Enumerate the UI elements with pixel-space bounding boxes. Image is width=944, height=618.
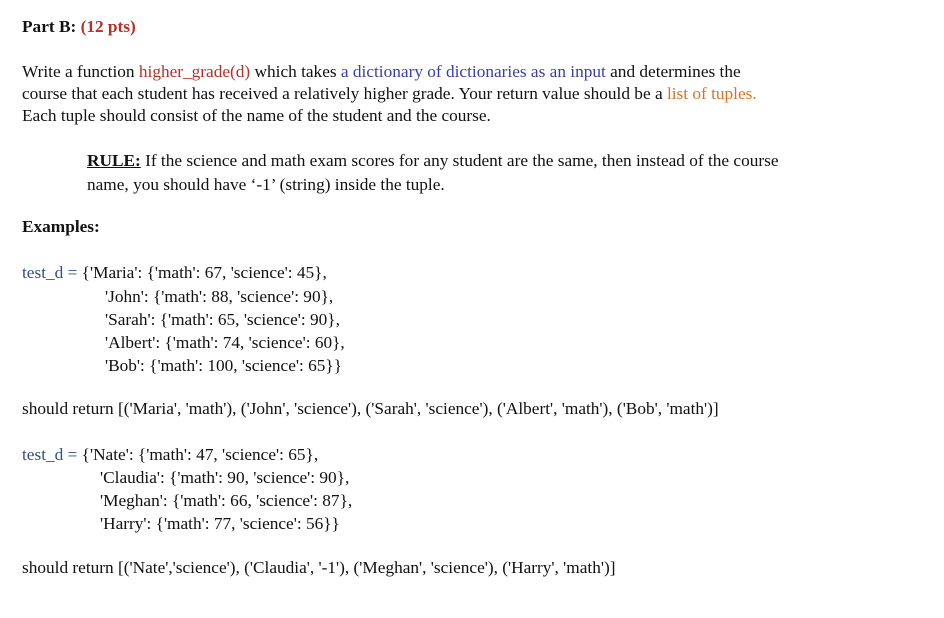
intro-line-2: course that each student has received a relatively higher grade. Your return value should be a list of tuples. xyxy=(22,84,757,103)
example2-prefix: test_d = xyxy=(22,445,82,464)
rule-line-2: name, you should have ‘-1’ (string) inside the tuple. xyxy=(87,175,445,194)
section-title xyxy=(22,16,136,38)
examples-heading: Examples: xyxy=(22,217,100,236)
example1-prefix: test_d = xyxy=(22,263,82,282)
intro-line-3: Each tuple should consist of the name of the student and the course. xyxy=(22,106,491,125)
example1-code-line-5: 'Bob': {'math': 100, 'science': 65}} xyxy=(105,356,342,375)
example2-code-line-3: 'Meghan': {'math': 66, 'science': 87}, xyxy=(100,491,353,510)
input-phrase: a dictionary of dictionaries as an input xyxy=(340,62,606,81)
return-type: list of tuples. xyxy=(666,84,757,103)
example1-code-line-2: 'John': {'math': 88, 'science': 90}, xyxy=(105,287,334,306)
rule-line-1: RULE: If the science and math exam scores for any student are the same, then instead of the course xyxy=(87,151,779,170)
rule-label: RULE: xyxy=(87,151,141,170)
example1-code-line-3: 'Sarah': {'math': 65, 'science': 90}, xyxy=(105,310,340,329)
example2-code-line-1: test_d = {'Nate': {'math': 47, 'science': 65}, xyxy=(22,445,319,464)
example1-result: should return [('Maria', 'math'), ('John', 'science'), ('Sarah', 'science'), ('Albert', 'math'), ('Bob', 'math')] xyxy=(22,399,719,418)
example1-code-line-4: 'Albert': {'math': 74, 'science': 60}, xyxy=(105,333,345,352)
example2-result: should return [('Nate','science'), ('Claudia', '-1'), ('Meghan', 'science'), ('Harry', 'math')] xyxy=(22,558,616,577)
example2-code-line-4: 'Harry': {'math': 77, 'science': 56}} xyxy=(100,514,340,533)
example2-code-line-2: 'Claudia': {'math': 90, 'science': 90}, xyxy=(100,468,350,487)
example1-code-line-1: test_d = {'Maria': {'math': 67, 'science': 45}, xyxy=(22,263,327,282)
intro-line-1: Write a function higher_grade(d) which takes a dictionary of dictionaries as an input and determines the xyxy=(22,62,741,81)
part-label: Part B: xyxy=(22,17,77,36)
function-name: higher_grade(d) xyxy=(138,62,251,81)
points-label: (12 pts) xyxy=(80,17,136,36)
